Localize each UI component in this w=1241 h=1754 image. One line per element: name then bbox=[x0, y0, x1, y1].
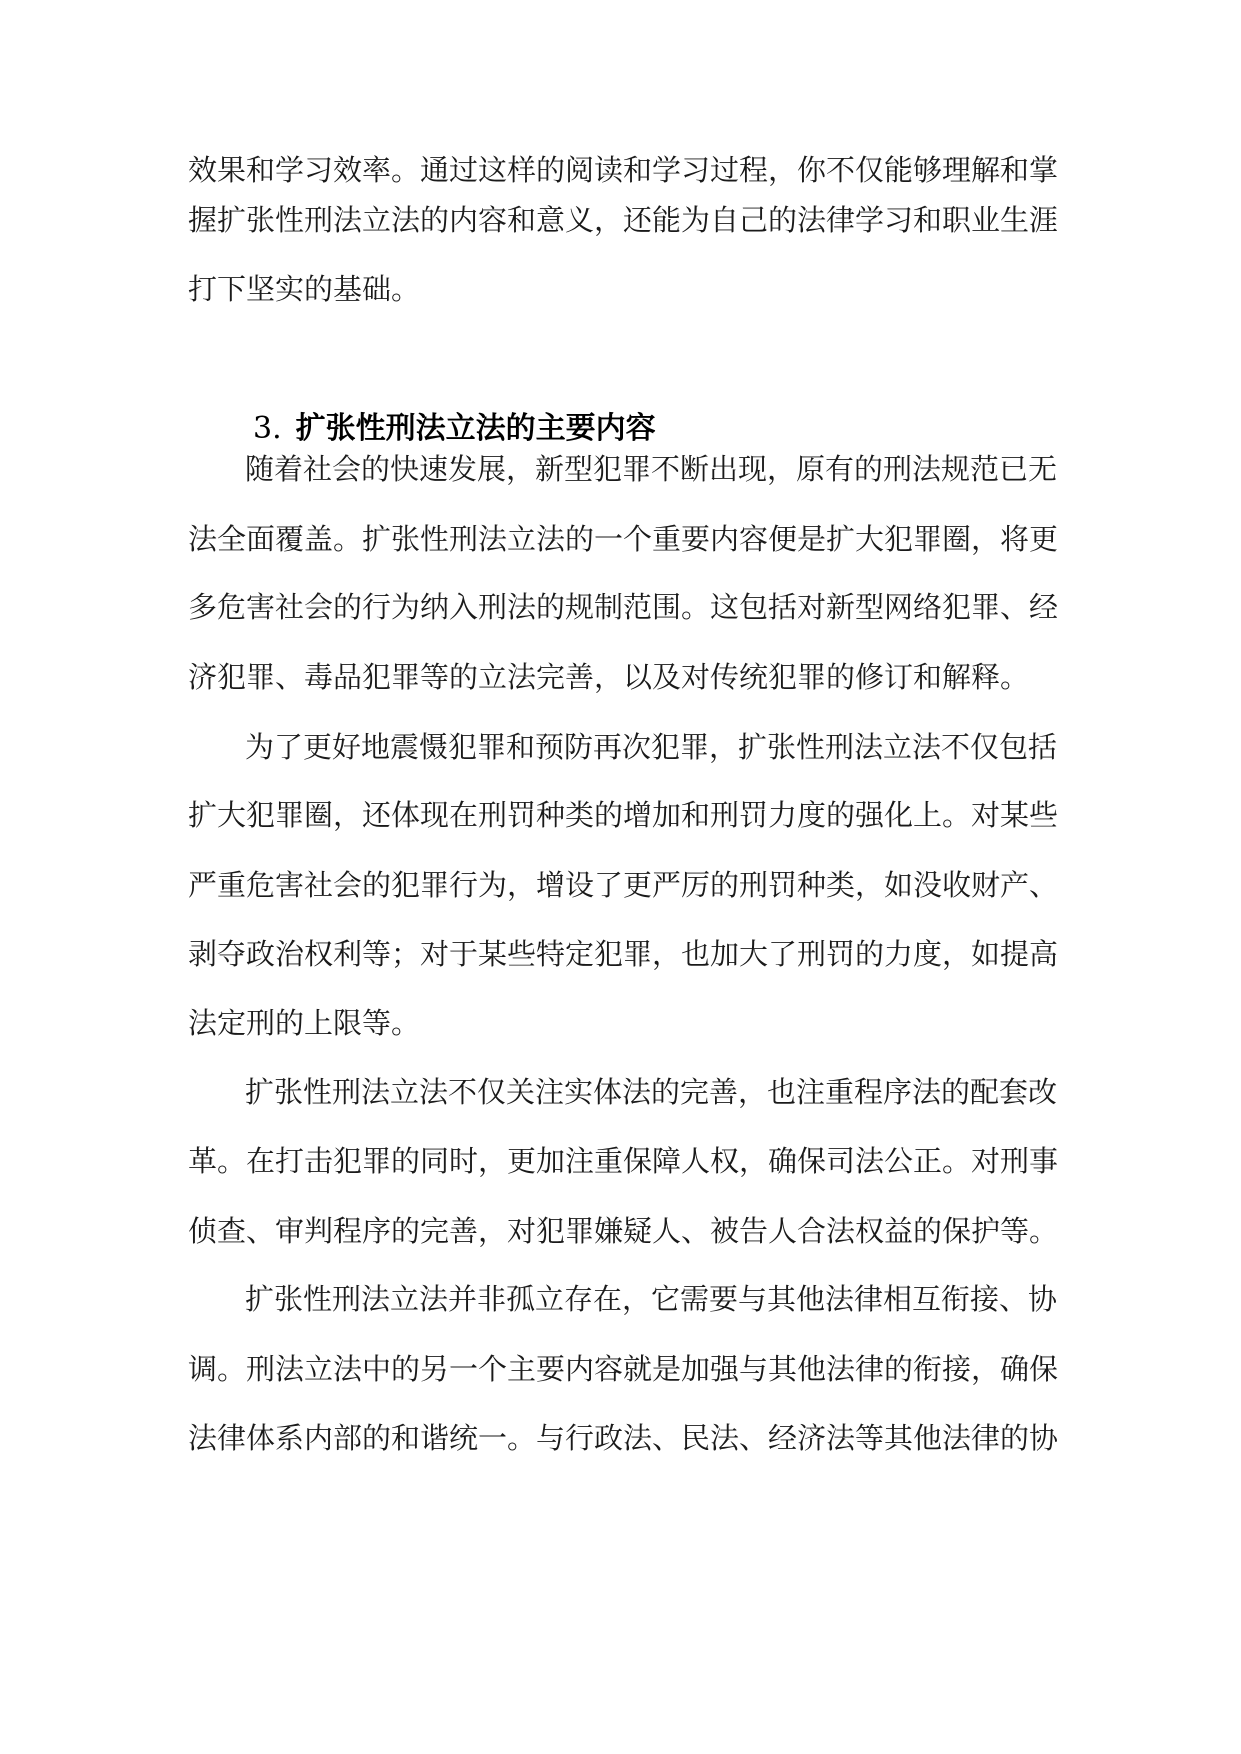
text-line: 侦查、审判程序的完善，对犯罪嫌疑人、被告人合法权益的保护等。 bbox=[188, 1214, 1059, 1248]
text-line: 严重危害社会的犯罪行为，增设了更严厉的刑罚种类，如没收财产、 bbox=[188, 868, 1059, 902]
text-line: 法律体系内部的和谐统一。与行政法、民法、经济法等其他法律的协 bbox=[188, 1421, 1059, 1455]
text-line: 扩张性刑法立法并非孤立存在，它需要与其他法律相互衔接、协 bbox=[245, 1282, 1058, 1316]
text-line: 效果和学习效率。通过这样的阅读和学习过程，你不仅能够理解和掌 bbox=[188, 153, 1059, 187]
section-number: 3. bbox=[253, 411, 282, 446]
text-line: 剥夺政治权利等；对于某些特定犯罪，也加大了刑罚的力度，如提高 bbox=[188, 937, 1059, 971]
text-line: 法全面覆盖。扩张性刑法立法的一个重要内容便是扩大犯罪圈，将更 bbox=[188, 522, 1059, 556]
text-line: 多危害社会的行为纳入刑法的规制范围。这包括对新型网络犯罪、经 bbox=[188, 590, 1059, 624]
text-line: 握扩张性刑法立法的内容和意义，还能为自己的法律学习和职业生涯 bbox=[188, 203, 1059, 237]
section-title: 扩张性刑法立法的主要内容 bbox=[295, 411, 656, 446]
text-line: 扩张性刑法立法不仅关注实体法的完善，也注重程序法的配套改 bbox=[245, 1075, 1058, 1109]
text-line: 法定刑的上限等。 bbox=[188, 1006, 421, 1040]
text-line: 革。在打击犯罪的同时，更加注重保障人权，确保司法公正。对刑事 bbox=[188, 1144, 1059, 1178]
text-line: 打下坚实的基础。 bbox=[188, 272, 421, 306]
text-line: 扩大犯罪圈，还体现在刑罚种类的增加和刑罚力度的强化上。对某些 bbox=[188, 798, 1059, 832]
text-line: 济犯罪、毒品犯罪等的立法完善，以及对传统犯罪的修订和解释。 bbox=[188, 660, 1030, 694]
text-line: 调。刑法立法中的另一个主要内容就是加强与其他法律的衔接，确保 bbox=[188, 1352, 1059, 1386]
section-heading bbox=[253, 411, 656, 447]
text-line: 为了更好地震慑犯罪和预防再次犯罪，扩张性刑法立法不仅包括 bbox=[245, 730, 1058, 764]
text-line: 随着社会的快速发展，新型犯罪不断出现，原有的刑法规范已无 bbox=[245, 452, 1058, 486]
